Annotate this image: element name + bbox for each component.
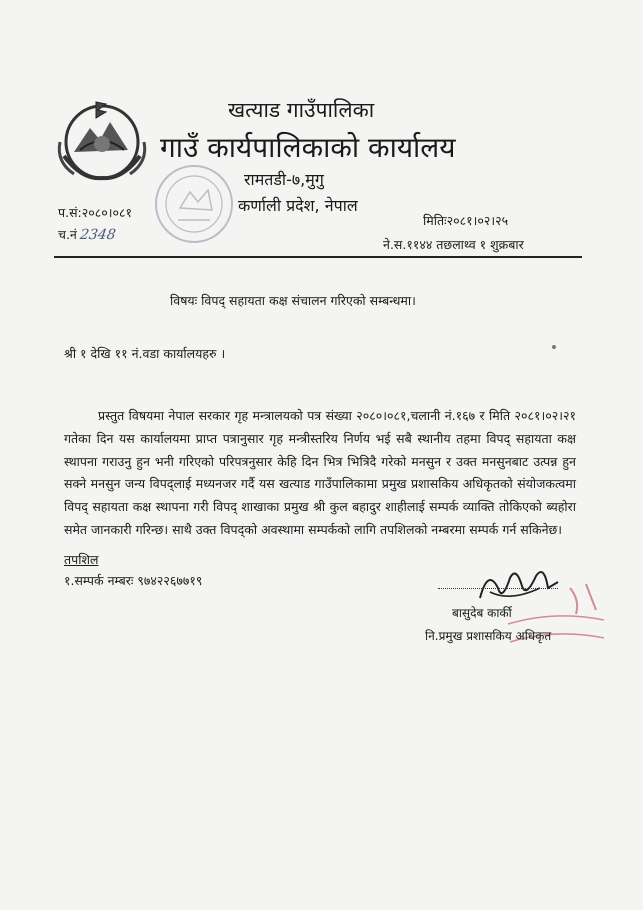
government-emblem-icon [52,92,152,184]
date-nepal-sambat: ने.स.११४४ तछलाथ्व १ शुक्रबार [383,237,524,252]
signatory-title: नि.प्रमुख प्रशासकिय अधिकृत [425,629,552,643]
date-bs: मितिः२०८१।०२।२५ [423,213,509,228]
office-title: गाउँ कार्यपालिकाको कार्यालय [160,131,456,164]
details-label: तपशिल [64,552,99,567]
official-red-stamp-icon [500,580,610,660]
dispatch-handwritten-value: 2348 [78,227,117,243]
letterhead-divider [54,256,582,258]
letter-recipients: श्री १ देखि ११ नं.वडा कार्यालयहरु । [64,346,226,361]
contact-number-line: १.सम्पर्क नम्बरः ९७४२२६७७१९ [64,573,203,588]
dispatch-prefix: च.नं [58,227,77,242]
dispatch-number [58,226,116,243]
letter-body: प्रस्तुत विषयमा नेपाल सरकार गृह मन्त्रालयको पत्र संख्या २०८०।०८१,चलानी नं.१६७ र मिति २०८१।०२।२१ गतेका दिन यस कार्यालयमा प्राप्त पत्रानुसार गृह मन्त्रीस्तरिय निर्णय भई सबै स्थानीय तहमा विपद् सहायता कक्ष स्थापना गराउनु हुन भनी गरिएको परिपत्रनुसार केहि दिन भित्र भित्रिदै गरेको मनसुन र उक्त मनसुनबाट उत्पन्न हुन सक्ने मनसुन जन्य विपद्लाई मध्यनजर गर्दै यस खत्याड गाउँपालिकामा प्रमुख प्रशासकिय अधिकृतको संयोजकत्वमा विपद् सहायता कक्ष स्थापना गरी विपद् शाखाका प्रमुख श्री कुल बहादुर शाहीलाई सम्पर्क व्याक्ति तोकिएको ब्यहोरा समेत जानकारी गरिन्छ। साथै उक्त विपद्को अवस्थामा सम्पर्कको लागि तपशिलको नम्बरमा सम्पर्क गर्न सकिनेछ। [64,408,576,537]
address-line-2: कर्णाली प्रदेश, नेपाल [238,196,358,215]
signatory-name: बासुदेब कार्की [452,606,512,620]
reference-number: प.सं:२०८०।०८१ [58,205,132,220]
office-stamp-icon [152,162,236,246]
stray-mark [552,345,556,349]
letter-subject: विषयः विपद् सहायता कक्ष संचालन गरिएको सम्बन्धमा। [170,293,416,308]
address-line-1: रामतडी-७,मुगु [244,170,324,189]
office-name: खत्याड गाउँपालिका [228,98,375,122]
